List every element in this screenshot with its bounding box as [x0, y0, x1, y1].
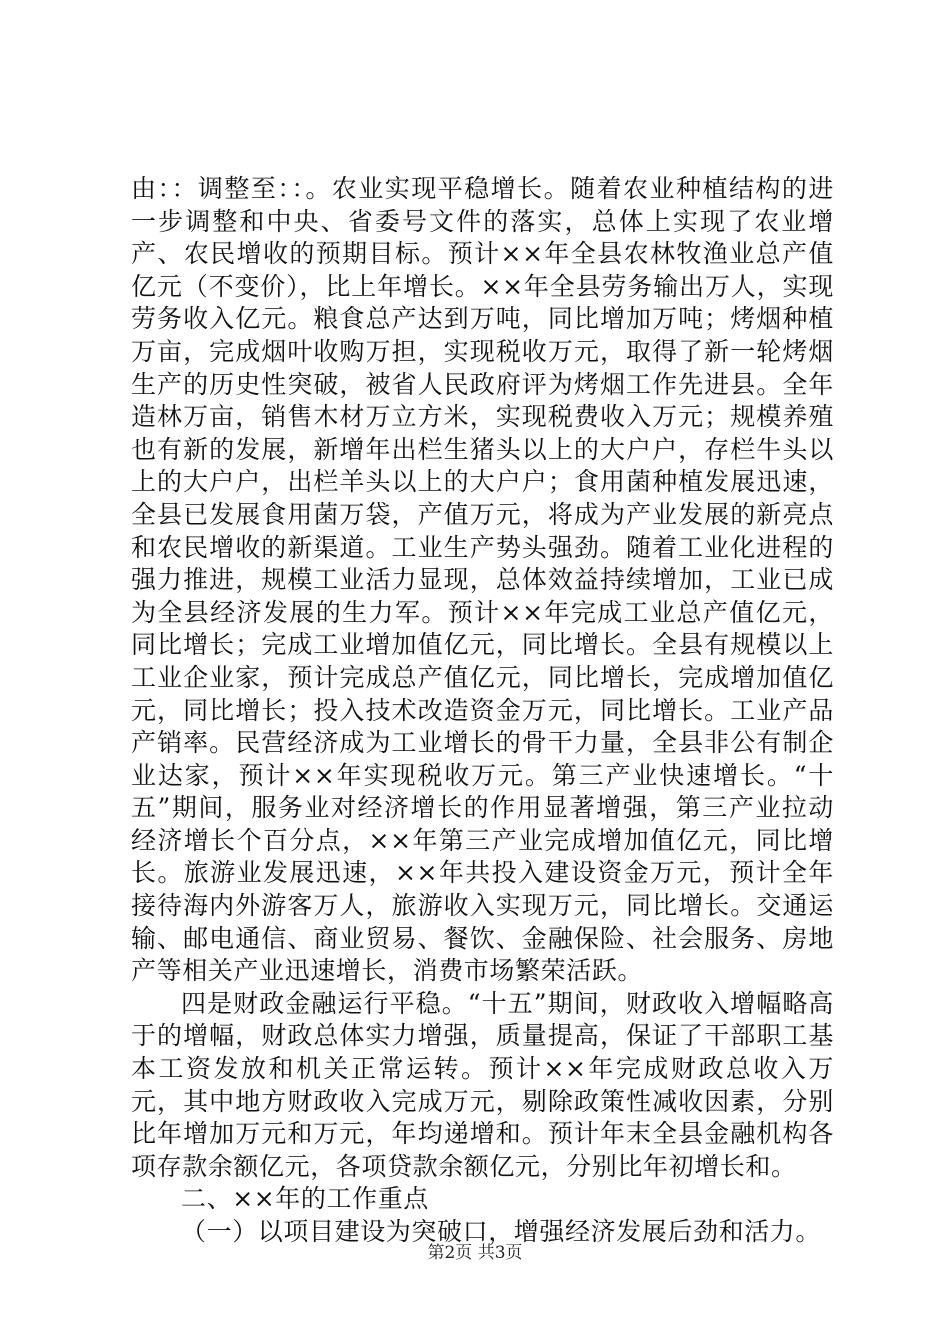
page-footer	[0, 1242, 950, 1264]
section-heading-work-priorities: 二、××年的工作重点	[181, 1184, 429, 1214]
page-number: 第2页 共3页	[427, 1243, 523, 1263]
paragraph-finance: 四是财政金融运行平稳。“十五”期间，财政收入增幅略高于的增幅，财政总体实力增强，质量提高，保证了干部职工基本工资发放和机关正常运转。预计××年完成财政总收入万元，其中地方财政收入完成万元，剔除政策性减收因素，分别比年增加万元和万元，年均递增和。预计年末全县金融机构各项存款余额亿元，各项贷款余额亿元，分别比年初增长和。	[131, 988, 834, 1181]
document-body	[131, 173, 834, 1249]
paragraph-agriculture-industry-services: 由：：调整至：：。农业实现平稳增长。随着农业种植结构的进一步调整和中央、省委号文件的落实，总体上实现了农业增产、农民增收的预期目标。预计××年全县农林牧渔业总产值亿元（不变价），比上年增长。××年全县劳务输出万人，实现劳务收入亿元。粮食总产达到万吨，同比增加万吨；烤烟种植万亩，完成烟叶收购万担，实现税收万元，取得了新一轮烤烟生产的历史性突破，被省人民政府评为烤烟工作先进县。全年造林万亩，销售木材万立方米，实现税费收入万元；规模养殖也有新的发展，新增年出栏生猪头以上的大户户，存栏牛头以上的大户户，出栏羊头以上的大户户；食用菌种植发展迅速，全县已发展食用菌万袋，产值万元，将成为产业发展的新亮点和农民增收的新渠道。工业生产势头强劲。随着工业化进程的强力推进，规模工业活力显现，总体效益持续增加，工业已成为全县经济发展的生力军。预计××年完成工业总产值亿元，同比增长；完成工业增加值亿元，同比增长。全县有规模以上工业企业家，预计完成总产值亿元，同比增长，完成增加值亿元，同比增长；投入技术改造资金万元，同比增长。工业产品产销率。民营经济成为工业增长的骨干力量，全县非公有制企业达家，预计××年实现税收万元。第三产业快速增长。“十五”期间，服务业对经济增长的作用显著增强，第三产业拉动经济增长个百分点，××年第三产业完成增加值亿元，同比增长。旅游业发展迅速，××年共投入建设资金万元，预计全年接待海内外游客万人，旅游收入实现万元，同比增长。交通运输、邮电通信、商业贸易、餐饮、金融保险、社会服务、房地产等相关产业迅速增长，消费市场繁荣活跃。	[131, 174, 834, 986]
subsection-heading-project-construction: （一）以项目建设为突破口，增强经济发展后劲和活力。	[181, 1217, 822, 1246]
